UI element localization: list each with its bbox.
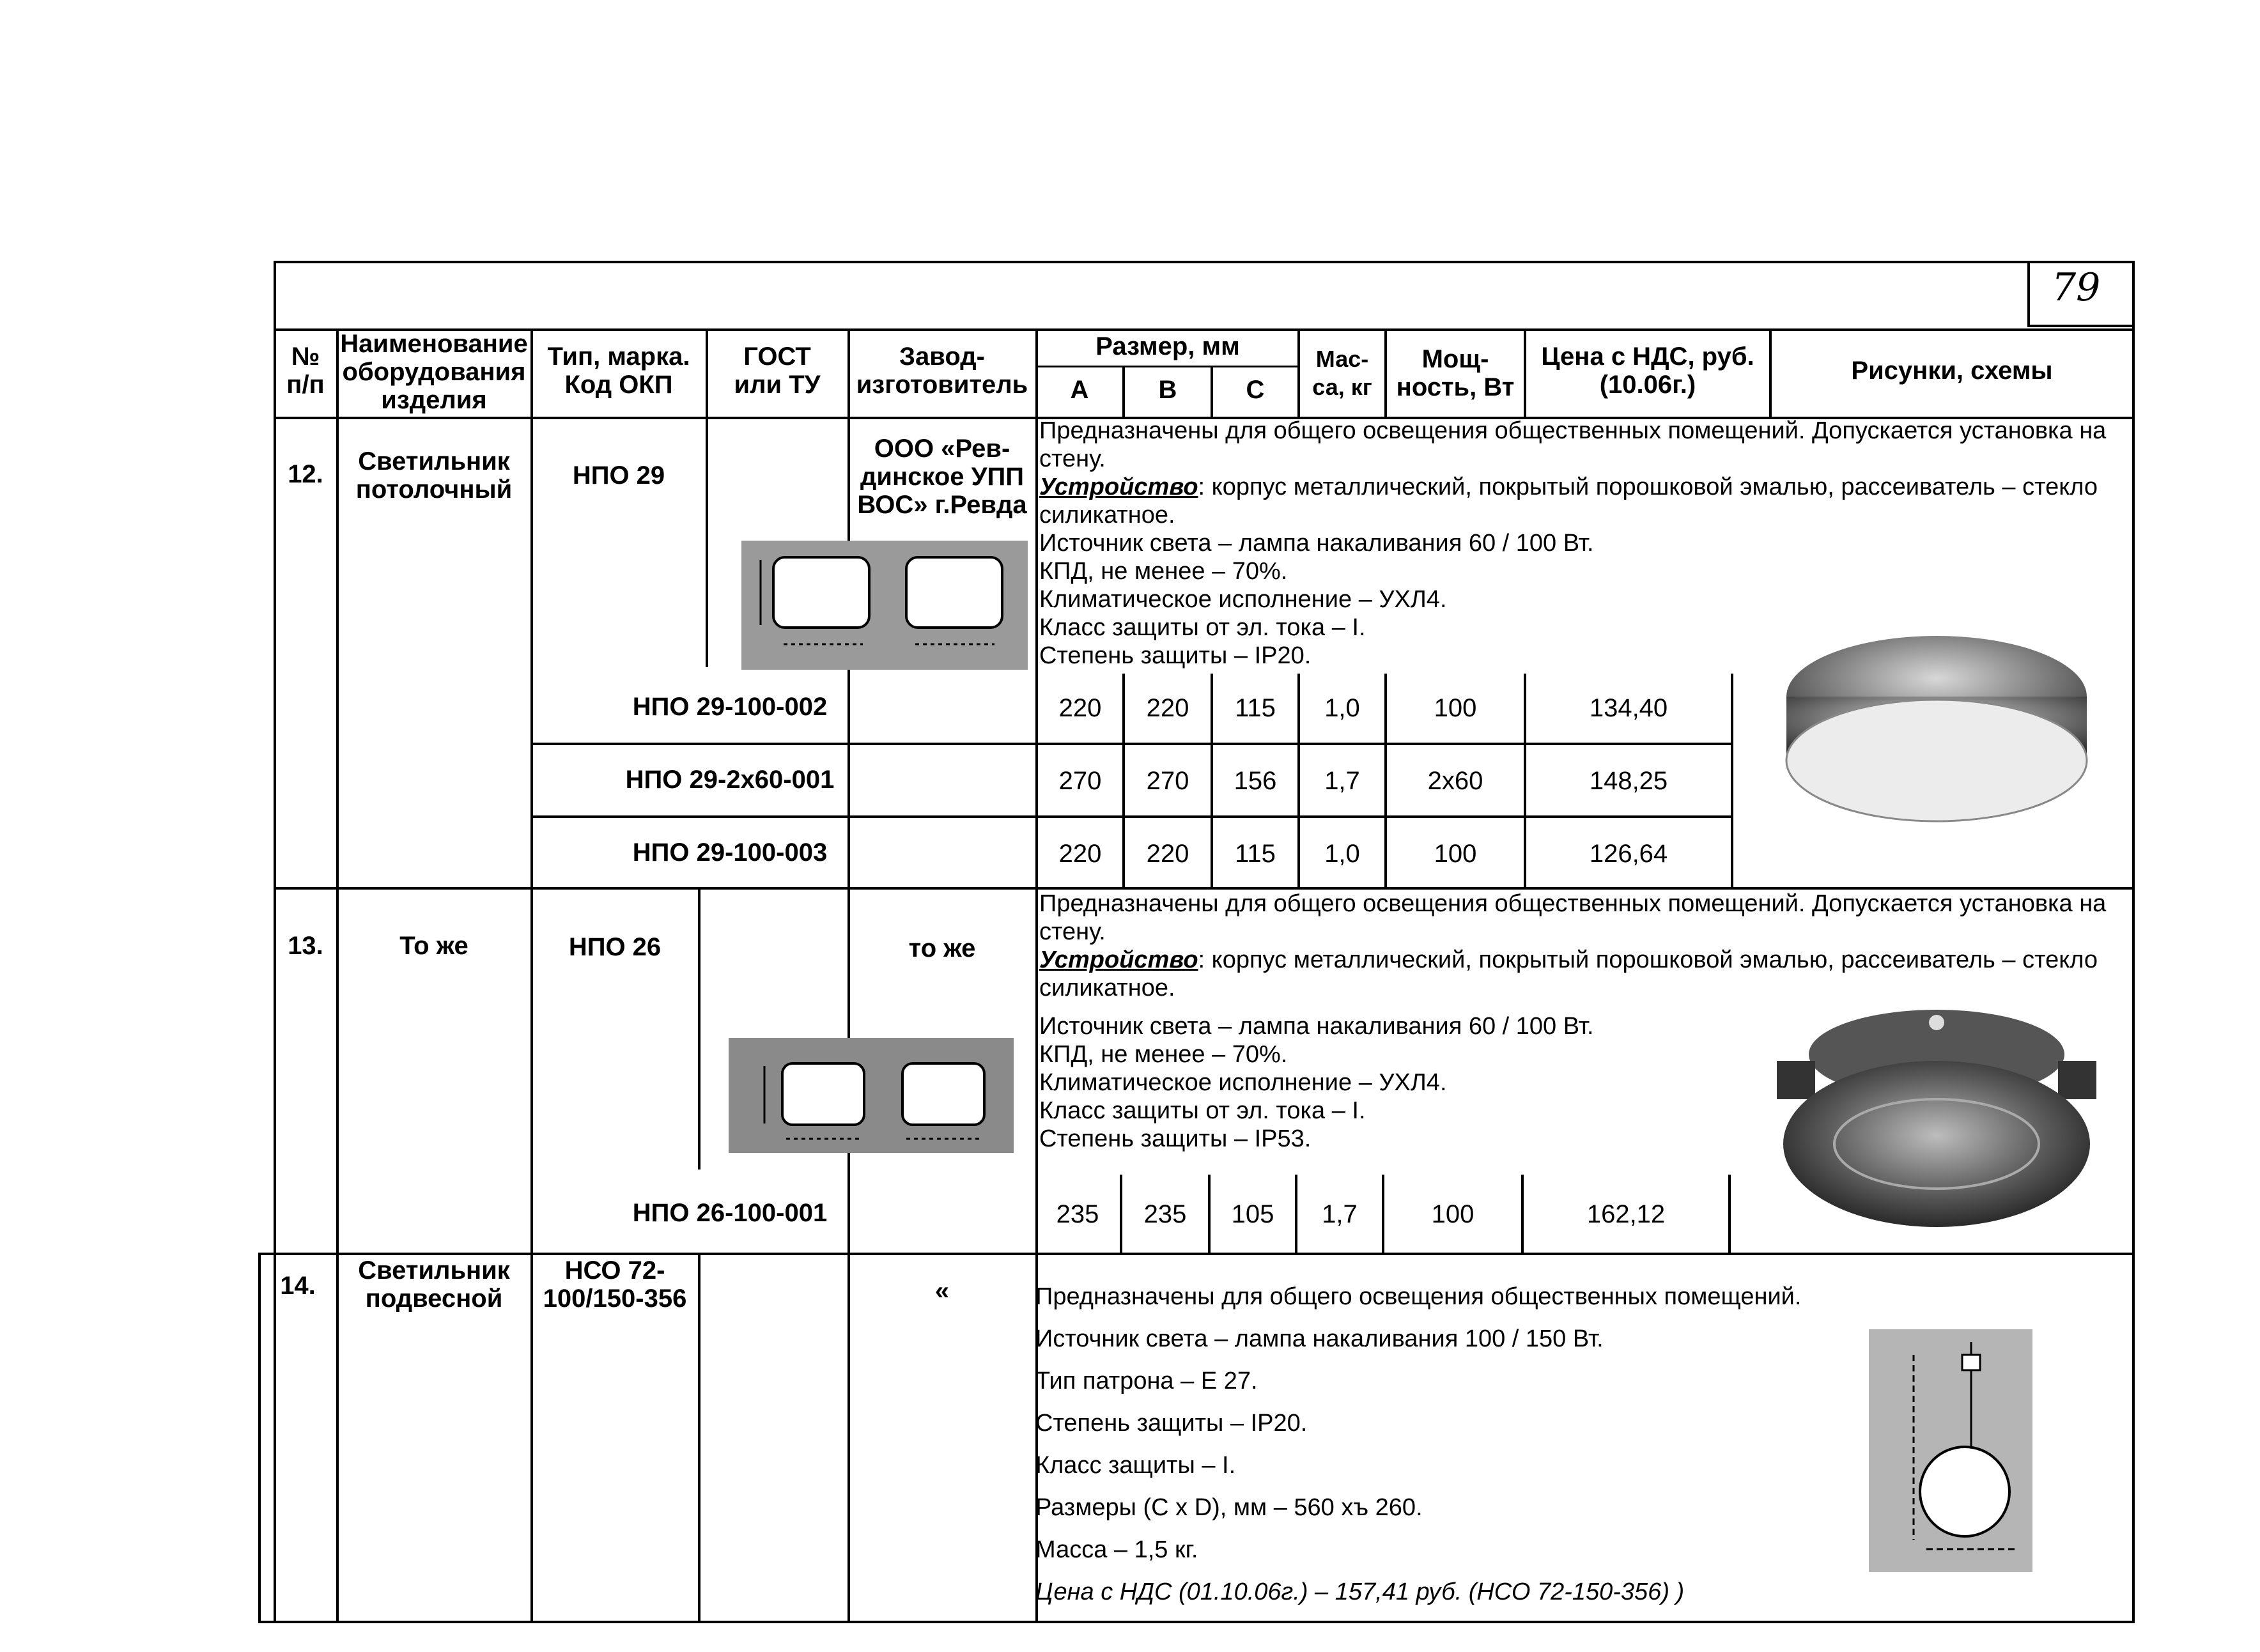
header-size-c: С	[1246, 376, 1265, 404]
row12-line-1: Источник света – лампа накаливания 60 / 100 Вт.	[1039, 530, 1594, 557]
col-line-1	[336, 328, 339, 1622]
row12-col-price-end	[1731, 674, 1733, 888]
header-power: Мощ- ность, Вт	[1396, 345, 1515, 401]
row12-line-5: Степень защиты – IP20.	[1039, 642, 1312, 669]
row13-bottom-line	[258, 1253, 2135, 1255]
row14-maker: «	[934, 1277, 950, 1305]
row12-subline-2-left	[532, 815, 1035, 818]
row13-scheme-image	[729, 1038, 1014, 1153]
row13-desc-purpose: Предназначены для общего освещения общественных помещений. Допускается установка на стену.	[1039, 890, 2107, 945]
row13-device-label: Устройство	[1039, 946, 1198, 973]
row12-m1-b: 220	[1146, 694, 1189, 722]
header-gost: ГОСТ или ТУ	[734, 343, 821, 399]
row12-m3-c: 115	[1235, 840, 1276, 868]
row12-m3-mass: 1,0	[1324, 840, 1360, 868]
row13-device-text: : корпус металлический, покрытый порошковой эмалью, рассеиватель – стекло силикатное.	[1039, 946, 2098, 1001]
left-border-lower	[258, 1253, 261, 1623]
row12-m2-a: 270	[1058, 767, 1102, 795]
row13-line-1: Источник света – лампа накаливания 60 / 100 Вт.	[1039, 1013, 1594, 1040]
row12-m1-c: 115	[1235, 694, 1276, 722]
row12-m1-a: 220	[1058, 694, 1102, 722]
row14-scheme-image	[1869, 1329, 2032, 1572]
row12-maker: ООО «Рев- динское УПП ВОС» г.Ревда	[857, 435, 1027, 519]
page-number-box-bottom	[2027, 325, 2135, 327]
size-subheader-line	[1035, 366, 1299, 367]
header-maker: Завод- изготовитель	[856, 343, 1028, 399]
row12-type: НПО 29	[572, 461, 665, 490]
row13-device	[1039, 946, 2131, 1002]
header-pictures: Рисунки, схемы	[1851, 357, 2053, 385]
row12-device-label: Устройство	[1039, 474, 1198, 500]
bottom-border	[258, 1621, 2135, 1623]
header-size-a: А	[1070, 376, 1089, 404]
header-type: Тип, марка. Код ОКП	[547, 343, 690, 399]
row12-m3-b: 220	[1146, 840, 1189, 868]
row12-m2-mass: 1,7	[1324, 767, 1360, 795]
row14-line-7: Масса – 1,5 кг.	[1035, 1536, 1198, 1563]
row14-line-6: Размеры (С х D), мм – 560 хъ 260.	[1035, 1494, 1423, 1521]
row12-line-2: КПД, не менее – 70%.	[1039, 558, 1288, 585]
header-num: № п/п	[286, 343, 325, 399]
row12-num: 12.	[288, 460, 323, 488]
header-size: Размер, мм	[1095, 332, 1240, 360]
row12-name: Светильник потолочный	[355, 447, 513, 504]
row12-m3-price: 126,64	[1589, 840, 1668, 868]
row12-model-1: НПО 29-100-002	[632, 693, 828, 721]
row14-line-5: Класс защиты – I.	[1035, 1452, 1236, 1479]
row14-line-4: Степень защиты – IP20.	[1035, 1410, 1308, 1437]
row13-m1-b: 235	[1143, 1200, 1187, 1228]
row13-col-price-end	[1728, 1175, 1731, 1254]
row12-device-text: : корпус металлический, покрытый порошковой эмалью, рассеиватель – стекло силикатное.	[1039, 474, 2098, 529]
row13-type-gost-line	[698, 888, 700, 1170]
page-number-box-left	[2027, 261, 2030, 327]
row13-name: То же	[399, 932, 468, 960]
row12-m2-power: 2х60	[1427, 767, 1483, 795]
row14-line-2: Источник света – лампа накаливания 100 / 150 Вт.	[1035, 1325, 1604, 1352]
row14-line-3: Тип патрона – Е 27.	[1035, 1368, 1258, 1394]
row14-name: Светильник подвесной	[358, 1256, 510, 1313]
row13-lamp-photo	[1764, 997, 2109, 1240]
top-border	[275, 261, 2135, 263]
row13-maker: то же	[908, 934, 976, 962]
row12-device	[1039, 473, 2131, 529]
row13-line-3: Климатическое исполнение – УХЛ4.	[1039, 1069, 1447, 1096]
row14-type: НСО 72- 100/150-356	[543, 1256, 687, 1313]
row13-m1-price: 162,12	[1586, 1200, 1666, 1228]
row13-model-1: НПО 26-100-001	[632, 1199, 828, 1227]
row13-m1-a: 235	[1056, 1200, 1099, 1228]
header-price: Цена с НДС, руб. (10.06г.)	[1541, 343, 1754, 399]
row13-num: 13.	[288, 932, 323, 960]
row12-type-gost-line	[706, 418, 708, 667]
row14-num: 14.	[280, 1272, 316, 1300]
row12-m3-power: 100	[1434, 840, 1477, 868]
row12-line-4: Класс защиты от эл. тока – I.	[1039, 614, 1366, 641]
row12-m2-b: 270	[1146, 767, 1189, 795]
row13-m1-c: 105	[1231, 1200, 1274, 1228]
row14-type-gost-line	[698, 1254, 700, 1622]
row12-scheme-image	[741, 541, 1028, 670]
row12-m1-mass: 1,0	[1324, 694, 1360, 722]
row14-line-1: Предназначены для общего освещения общественных помещений.	[1035, 1283, 1802, 1310]
row13-line-2: КПД, не менее – 70%.	[1039, 1041, 1288, 1068]
row12-m1-power: 100	[1434, 694, 1477, 722]
row12-m2-price: 148,25	[1589, 767, 1668, 795]
row12-desc-purpose: Предназначены для общего освещения общественных помещений. Допускается установка на стену.	[1039, 417, 2107, 472]
row12-m2-c: 156	[1234, 767, 1277, 795]
row12-m3-a: 220	[1058, 840, 1102, 868]
left-border	[274, 328, 276, 1622]
right-border	[2132, 261, 2135, 1622]
header-size-b: В	[1158, 376, 1177, 404]
row14-price-note: Цена с НДС (01.10.06г.) – 157,41 руб. (НСО 72-150-356) )	[1035, 1579, 1685, 1605]
page-number: 79	[2052, 265, 2101, 310]
row12-model-2: НПО 29-2х60-001	[625, 766, 835, 794]
row13-m1-mass: 1,7	[1322, 1200, 1358, 1228]
row12-line-3: Климатическое исполнение – УХЛ4.	[1039, 586, 1447, 613]
row12-lamp-photo	[1777, 626, 2096, 844]
row13-line-4: Класс защиты от эл. тока – I.	[1039, 1097, 1366, 1124]
row14-description	[1035, 1276, 1866, 1613]
header-mass: Мас- са, кг	[1312, 346, 1372, 400]
col-line-2	[530, 328, 533, 1622]
row13-type: НПО 26	[568, 933, 662, 961]
row13-line-5: Степень защиты – IP53.	[1039, 1125, 1312, 1152]
header-name: Наименование оборудования изделия	[340, 330, 528, 414]
row12-subline-1-left	[532, 743, 1035, 745]
row12-m1-price: 134,40	[1589, 694, 1668, 722]
row12-model-3: НПО 29-100-003	[632, 838, 828, 867]
header-top-line	[274, 328, 2135, 331]
top-left-border	[274, 261, 276, 331]
row13-m1-power: 100	[1431, 1200, 1474, 1228]
